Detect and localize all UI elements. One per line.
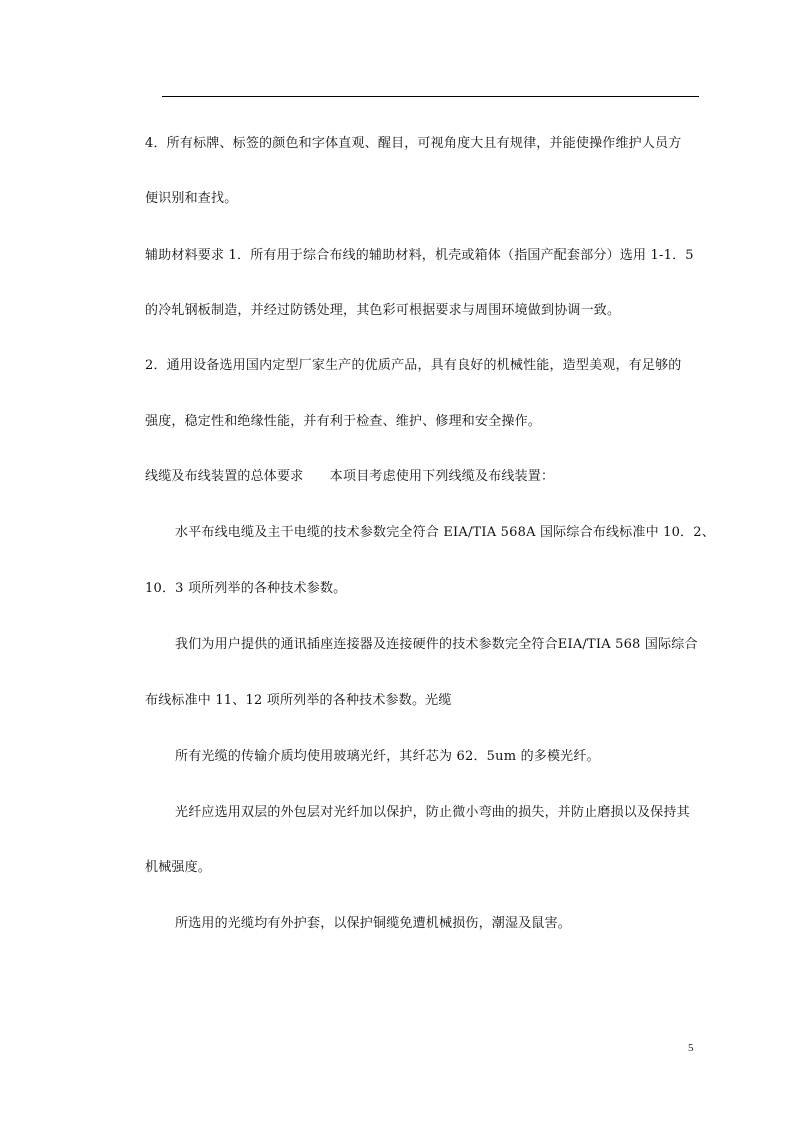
paragraph-line: 布线标准中 11、12 项所列举的各种技术参数。光缆 <box>145 693 452 708</box>
section-heading-line: 线缆及布线装置的总体要求 本项目考虑使用下列线缆及布线装置： <box>145 469 555 484</box>
paragraph-line: 2．通用设备选用国内定型厂家生产的优质产品，具有良好的机械性能，造型美观，有足够的 <box>145 358 682 373</box>
header-rule <box>162 96 699 97</box>
paragraph-line: 机械强度。 <box>145 860 212 875</box>
paragraph-line: 所有光缆的传输介质均使用玻璃光纤，其纤芯为 62．5um 的多模光纤。 <box>175 749 600 764</box>
paragraph-line: 所选用的光缆均有外护套，以保护铜缆免遭机械损伤，潮湿及鼠害。 <box>175 916 572 931</box>
paragraph-line: 水平布线电缆及主干电缆的技术参数完全符合 EIA/TIA 568A 国际综合布线标准中 10．2、 <box>175 525 715 540</box>
paragraph-line: 辅助材料要求 1．所有用于综合布线的辅助材料，机壳或箱体（指国产配套部分）选用 1-1．5 <box>145 248 694 263</box>
paragraph-line: 我们为用户提供的通讯插座连接器及连接硬件的技术参数完全符合EIA/TIA 568 国际综合 <box>175 637 698 652</box>
paragraph-line: 的冷轧钢板制造，并经过防锈处理，其色彩可根据要求与周围环境做到协调一致。 <box>145 303 621 318</box>
page-number: 5 <box>688 1042 694 1054</box>
paragraph-line: 强度，稳定性和绝缘性能，并有利于检查、维护、修理和安全操作。 <box>145 414 542 429</box>
paragraph-line: 10．3 项所列举的各种技术参数。 <box>145 581 347 596</box>
paragraph-line: 便识别和查找。 <box>145 191 238 206</box>
paragraph-line: 4．所有标牌、标签的颜色和字体直观、醒目，可视角度大且有规律，并能使操作维护人员方 <box>145 136 682 151</box>
paragraph-line: 光纤应选用双层的外包层对光纤加以保护，防止微小弯曲的损失，并防止磨损以及保持其 <box>175 805 690 820</box>
